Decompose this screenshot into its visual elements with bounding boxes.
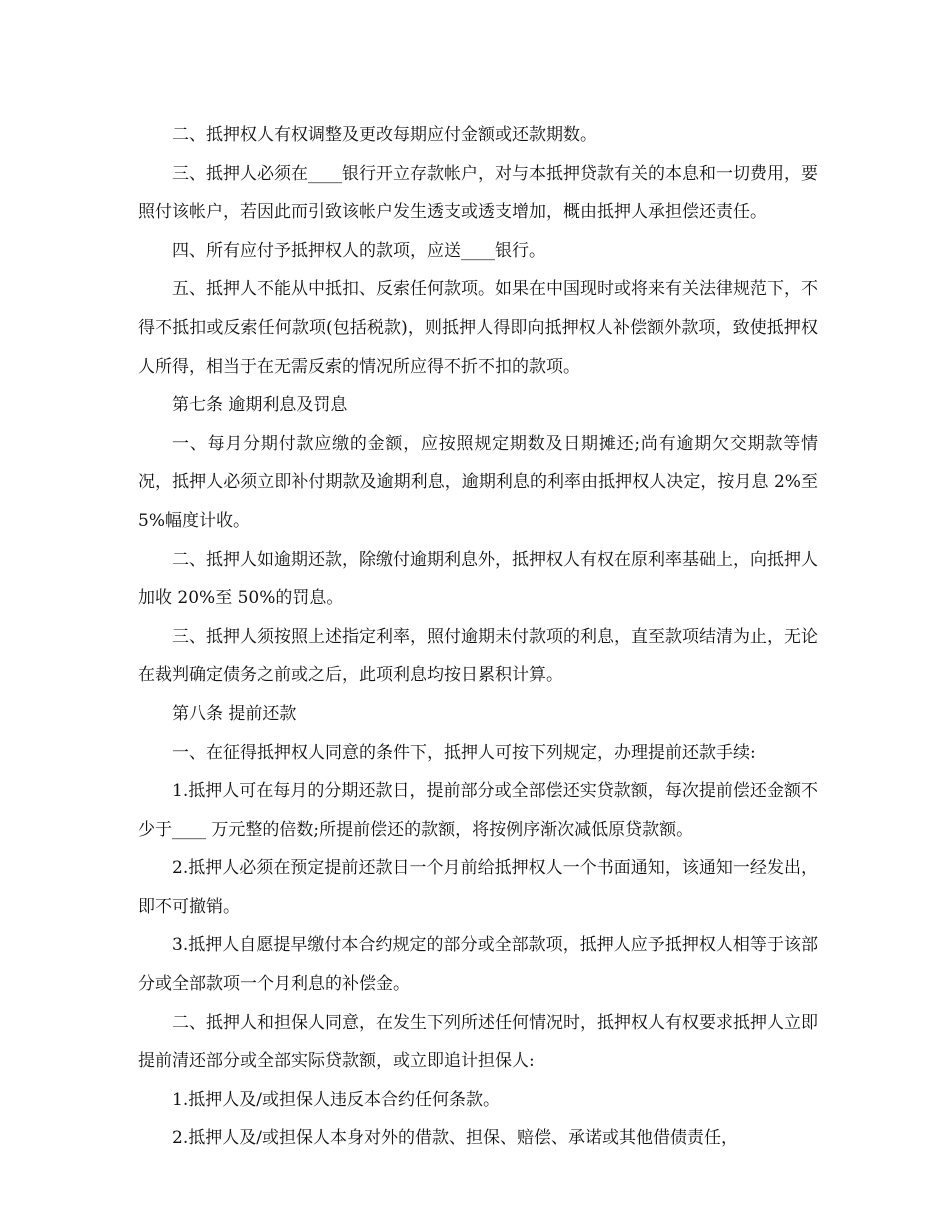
paragraph: 二、抵押权人有权调整及更改每期应付金额或还款期数。 [172, 125, 597, 145]
section-heading: 第八条 提前还款 [172, 703, 297, 724]
paragraph: 二、抵押人和担保人同意，在发生下列所述任何情况时，抵押权人有权要求抵押人立即提前清还部分或全部实际贷款额，或立即追计担保人: [138, 1012, 818, 1072]
paragraph: 一、在征得抵押权人同意的条件下，抵押人可按下列规定，办理提前还款手续: [172, 742, 756, 763]
paragraph: 五、抵押人不能从中抵扣、反索任何款项。如果在中国现时或将来有关法律规范下，不得不抵扣或反索任何款项(包括税款)，则抵押人得即向抵押权人补偿额外款项，致使抵押权人所得，相当于在无需反索的情况所应得不折不扣的款项。 [138, 279, 818, 377]
paragraph: 一、每月分期付款应缴的金额，应按照规定期数及日期摊还;尚有逾期欠交期款等情况，抵押人必须立即补付期款及逾期利息，逾期利息的利率由抵押权人决定，按月息 2%至 5%幅度计收。 [138, 433, 818, 531]
list-item: 1.抵押人可在每月的分期还款日，提前部分或全部偿还实贷款额，每次提前偿还金额不少于____ 万元整的倍数;所提前偿还的款额，将按例序渐次减低原贷款额。 [138, 781, 818, 840]
list-item: 2.抵押人及/或担保人本身对外的借款、担保、赔偿、承诺或其他借债责任， [172, 1128, 738, 1149]
paragraph: 二、抵押人如逾期还款，除缴付逾期利息外，抵押权人有权在原利率基础上，向抵押人加收 20%至 50%的罚息。 [138, 549, 818, 609]
section-heading: 第七条 逾期利息及罚息 [172, 395, 348, 416]
paragraph: 三、抵押人须按照上述指定利率，照付逾期未付款项的利息，直至款项结清为止，无论在裁判确定债务之前或之后，此项利息均按日累积计算。 [138, 626, 818, 686]
list-item: 2.抵押人必须在预定提前还款日一个月前给抵押权人一个书面通知，该通知一经发出，即不可撤销。 [138, 858, 818, 917]
paragraph: 四、所有应付予抵押权人的款项，应送____银行。 [172, 240, 546, 261]
list-item: 1.抵押人及/或担保人违反本合约任何条款。 [172, 1089, 500, 1110]
paragraph: 三、抵押人必须在____银行开立存款帐户，对与本抵押贷款有关的本息和一切费用，要照付该帐户，若因此而引致该帐户发生透支或透支增加，概由抵押人承担偿还责任。 [138, 163, 818, 223]
list-item: 3.抵押人自愿提早缴付本合约规定的部分或全部款项，抵押人应予抵押权人相等于该部分或全部款项一个月利息的补偿金。 [138, 935, 818, 995]
document-body [138, 116, 818, 1158]
